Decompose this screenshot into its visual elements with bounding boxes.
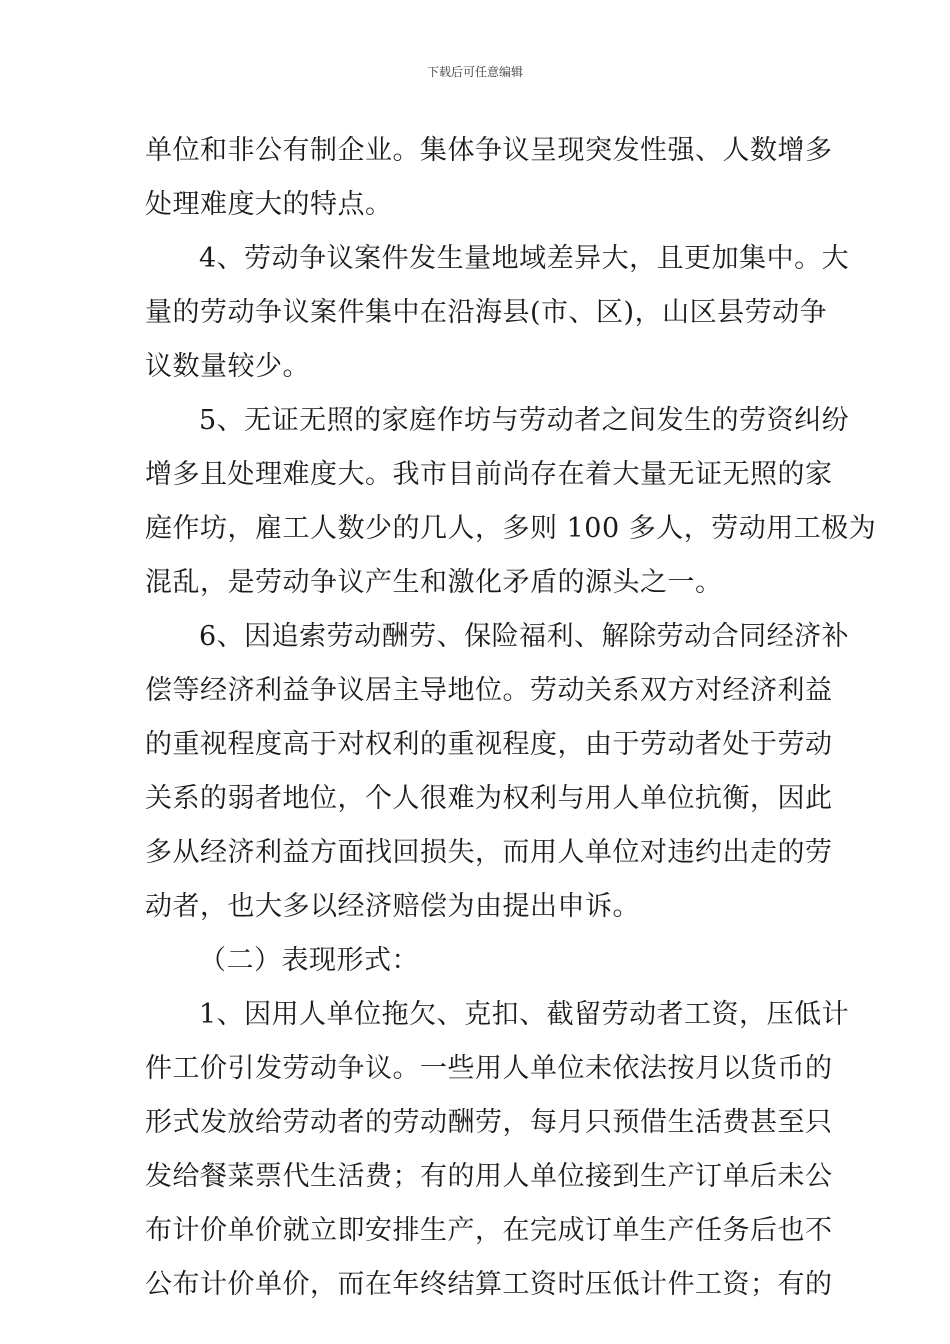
text-line: 形式发放给劳动者的劳动酬劳，每月只预借生活费甚至只 — [145, 1107, 833, 1138]
text-line: 公布计价单价，而在年终结算工资时压低计件工资；有的 — [145, 1269, 833, 1300]
document-body — [145, 124, 877, 1312]
text-line: 单位和非公有制企业。集体争议呈现突发性强、人数增多 — [145, 135, 833, 166]
text-line: 议数量较少。 — [145, 351, 310, 382]
text-line: 布计价单价就立即安排生产，在完成订单生产任务后也不 — [145, 1215, 833, 1246]
section-heading: （二）表现形式： — [199, 945, 419, 976]
text-line: 庭作坊，雇工人数少的几人，多则 100 多人，劳动用工极为 — [145, 513, 877, 544]
text-line: 动者，也大多以经济赔偿为由提出申诉。 — [145, 891, 640, 922]
text-line: 发给餐菜票代生活费；有的用人单位接到生产订单后未公 — [145, 1161, 833, 1192]
text-line: 多从经济利益方面找回损失，而用人单位对违约出走的劳 — [145, 837, 833, 868]
paragraph-start-line: 6、因追索劳动酬劳、保险福利、解除劳动合同经济补 — [199, 621, 850, 652]
text-line: 量的劳动争议案件集中在沿海县(市、区)，山区县劳动争 — [145, 297, 828, 328]
text-line: 关系的弱者地位，个人很难为权利与用人单位抗衡，因此 — [145, 783, 833, 814]
text-line: 的重视程度高于对权利的重视程度，由于劳动者处于劳动 — [145, 729, 833, 760]
paragraph-start-line: 4、劳动争议案件发生量地域差异大，且更加集中。大 — [199, 243, 850, 274]
page-header: 下载后可任意编辑 — [426, 65, 523, 79]
text-line: 偿等经济利益争议居主导地位。劳动关系双方对经济利益 — [145, 675, 833, 706]
text-line: 处理难度大的特点。 — [145, 189, 393, 220]
text-line: 件工价引发劳动争议。一些用人单位未依法按月以货币的 — [145, 1053, 833, 1084]
text-line: 增多且处理难度大。我市目前尚存在着大量无证无照的家 — [145, 459, 833, 490]
text-line: 混乱，是劳动争议产生和激化矛盾的源头之一。 — [145, 567, 723, 598]
paragraph-start-line: 1、因用人单位拖欠、克扣、截留劳动者工资，压低计 — [199, 999, 850, 1030]
paragraph-start-line: 5、无证无照的家庭作坊与劳动者之间发生的劳资纠纷 — [199, 405, 850, 436]
